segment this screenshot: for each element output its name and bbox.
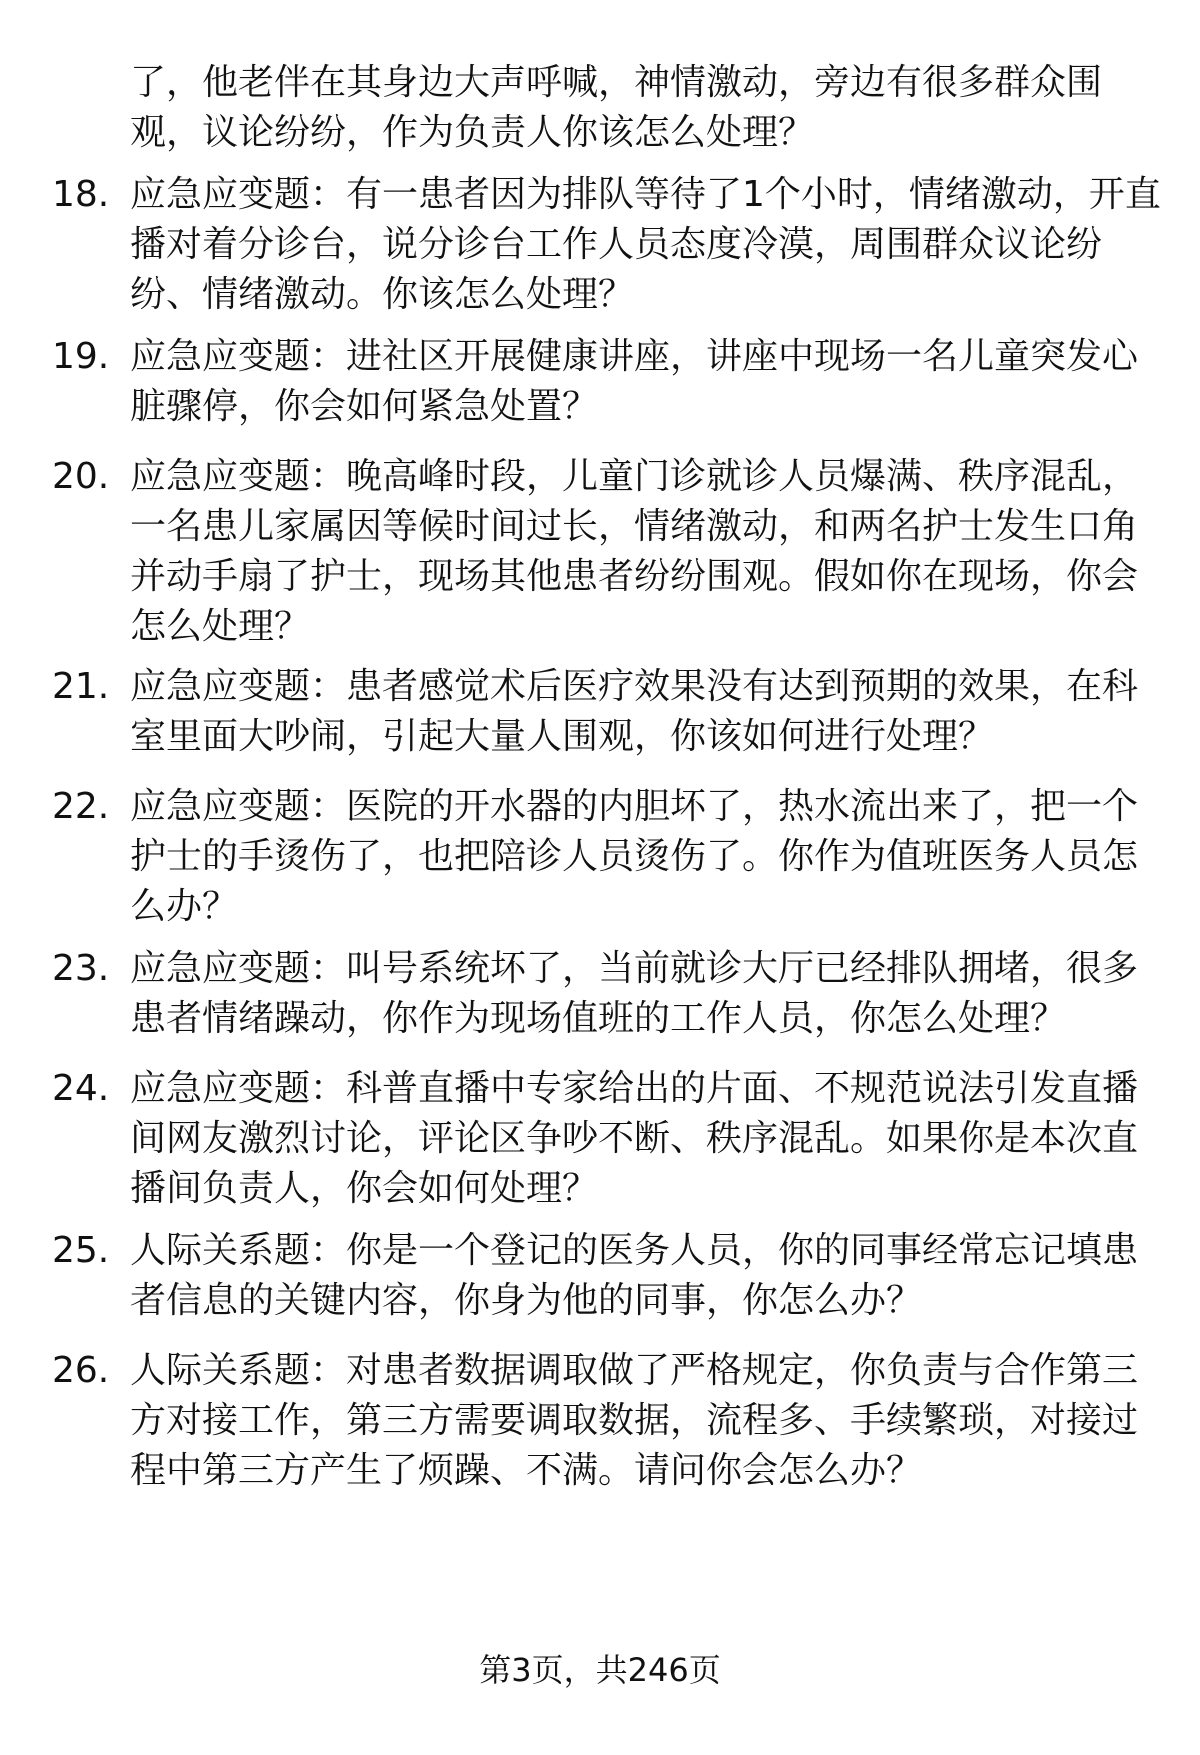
text-line: 纷、情绪激动。你该怎么处理？ — [130, 274, 635, 315]
text-line: 方对接工作，第三方需要调取数据，流程多、手续繁琐，对接过 — [130, 1400, 1139, 1441]
question-text — [130, 662, 1160, 762]
text-line: 了，他老伴在其身边大声呼喊，神情激动，旁边有很多群众围 — [130, 62, 1103, 103]
text-line: 脏骤停，你会如何紧急处置？ — [130, 386, 599, 427]
question-text — [130, 1346, 1160, 1496]
question-text — [130, 944, 1160, 1044]
text-line: 应急应变题：有一患者因为排队等待了1个小时，情绪激动，开直 — [130, 174, 1161, 215]
question-number: 20. — [52, 456, 110, 497]
text-line: 应急应变题：晚高峰时段，儿童门诊就诊人员爆满、秩序混乱， — [130, 456, 1139, 497]
question-text — [130, 782, 1160, 932]
text-line: 应急应变题：进社区开展健康讲座，讲座中现场一名儿童突发心 — [130, 336, 1139, 377]
question-text — [130, 1064, 1160, 1214]
text-line: 应急应变题：科普直播中专家给出的片面、不规范说法引发直播 — [130, 1068, 1139, 1109]
question-number: 21. — [52, 666, 110, 707]
text-line: 应急应变题：医院的开水器的内胆坏了，热水流出来了，把一个 — [130, 786, 1139, 827]
question-number: 24. — [52, 1068, 110, 1109]
text-line: 怎么处理？ — [130, 606, 311, 647]
question-number: 22. — [52, 786, 110, 827]
question-number: 19. — [52, 336, 110, 377]
text-line: 护士的手烫伤了，也把陪诊人员烫伤了。你作为值班医务人员怎 — [130, 836, 1139, 877]
question-number: 23. — [52, 948, 110, 989]
question-text — [130, 452, 1160, 652]
text-line: 么办？ — [130, 886, 239, 927]
question-number: 18. — [52, 174, 110, 215]
text-line: 应急应变题：患者感觉术后医疗效果没有达到预期的效果，在科 — [130, 666, 1139, 707]
text-line: 室里面大吵闹，引起大量人围观，你该如何进行处理？ — [130, 716, 995, 757]
text-line: 患者情绪躁动，你作为现场值班的工作人员，你怎么处理？ — [130, 998, 1067, 1039]
text-line: 应急应变题：叫号系统坏了，当前就诊大厅已经排队拥堵，很多 — [130, 948, 1139, 989]
text-line: 人际关系题：对患者数据调取做了严格规定，你负责与合作第三 — [130, 1350, 1139, 1391]
question-text — [130, 170, 1160, 320]
question-number: 25. — [52, 1230, 110, 1271]
text-line: 一名患儿家属因等候时间过长，情绪激动，和两名护士发生口角 — [130, 506, 1139, 547]
text-line: 播对着分诊台，说分诊台工作人员态度冷漠，周围群众议论纷 — [130, 224, 1103, 265]
text-line: 播间负责人，你会如何处理？ — [130, 1168, 599, 1209]
text-line: 者信息的关键内容，你身为他的同事，你怎么办？ — [130, 1280, 923, 1321]
text-line: 并动手扇了护士，现场其他患者纷纷围观。假如你在现场，你会 — [130, 556, 1139, 597]
continuation-paragraph — [130, 58, 1150, 158]
text-line: 间网友激烈讨论，评论区争吵不断、秩序混乱。如果你是本次直 — [130, 1118, 1139, 1159]
text-line: 观，议论纷纷，作为负责人你该怎么处理？ — [130, 112, 815, 153]
question-text — [130, 332, 1160, 432]
page-number-footer: 第3页，共246页 — [479, 1651, 721, 1689]
text-line: 程中第三方产生了烦躁、不满。请问你会怎么办？ — [130, 1450, 923, 1491]
text-line: 人际关系题：你是一个登记的医务人员，你的同事经常忘记填患 — [130, 1230, 1139, 1271]
question-text — [130, 1226, 1160, 1326]
question-number: 26. — [52, 1350, 110, 1391]
